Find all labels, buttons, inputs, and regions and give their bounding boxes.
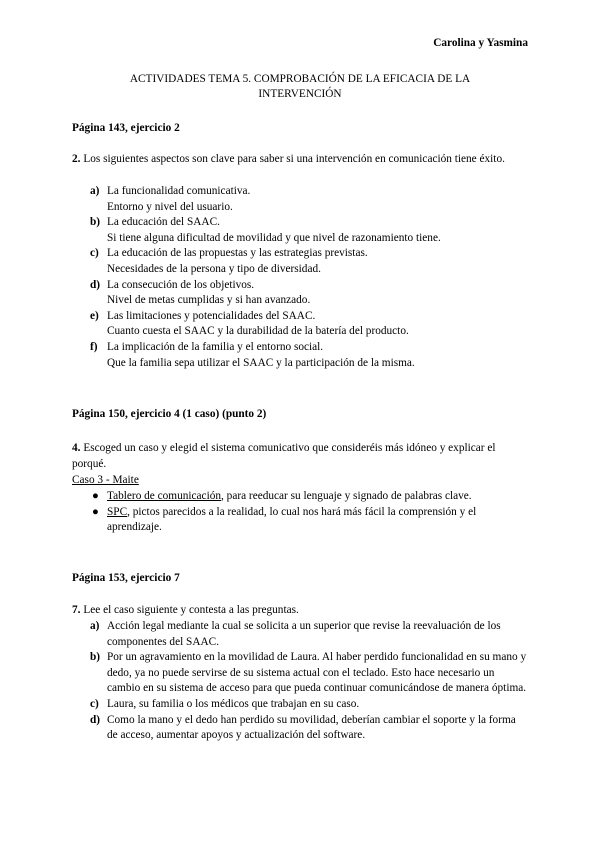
bullet-term: SPC [107, 505, 128, 518]
question-number: 7. [72, 604, 81, 616]
question-7 [72, 603, 528, 619]
item-marker: b) [90, 651, 101, 664]
item-line: Entorno y nivel del usuario. [107, 200, 233, 213]
bullet-list [90, 489, 528, 536]
item-marker: d) [90, 278, 101, 291]
item-text: Laura, su familia o los médicos que trabajan en su caso. [107, 697, 360, 710]
bullet-item [90, 505, 528, 536]
item-marker: e) [90, 309, 99, 322]
item-text: Acción legal mediante la cual se solicita a un superior que revise la reevaluación de los componentes del SAAC. [107, 620, 501, 648]
answer-list-3 [90, 619, 528, 744]
item-line: Necesidades de la persona y tipo de diversidad. [107, 262, 321, 275]
section-heading-3: Página 153, ejercicio 7 [72, 572, 180, 584]
list-item [90, 184, 528, 215]
list-item [90, 309, 528, 340]
item-line: Cuanto cuesta el SAAC y la durabilidad de la batería del producto. [107, 325, 409, 338]
question-4 [72, 441, 528, 472]
list-item [90, 713, 528, 744]
item-line: Que la familia sepa utilizar el SAAC y la participación de la misma. [107, 356, 415, 369]
section-heading-1: Página 143, ejercicio 2 [72, 122, 180, 134]
question-2 [72, 152, 528, 168]
question-text: Lee el caso siguiente y contesta a las preguntas. [83, 604, 299, 616]
item-line: Las limitaciones y potencialidades del SAAC. [107, 309, 316, 322]
list-item [90, 619, 528, 650]
question-number: 2. [72, 153, 81, 165]
item-text: Como la mano y el dedo han perdido su movilidad, deberían cambiar el soporte y la forma de acceso, aumentar apoyos y actualización del software. [107, 713, 516, 742]
list-item [90, 215, 528, 246]
document-title: ACTIVIDADES TEMA 5. COMPROBACIÓN DE LA EFICACIA DE LA INTERVENCIÓN [129, 73, 471, 100]
bullet-text: , pictos parecidos a la realidad, lo cual nos hará más fácil la comprensión y el aprendizaje. [107, 505, 477, 534]
item-line: La funcionalidad comunicativa. [107, 185, 251, 197]
list-item [90, 650, 528, 697]
item-text: Por un agravamiento en la movilidad de Laura. Al haber perdido funcionalidad en su mano y dedo, ya no puede servirse de su sistema actual con el teclado. Esto hace necesario un cambio en su sistema de acceso para que pueda continuar comunicándose de manera óptima. [107, 651, 527, 695]
question-text: Escoged un caso y elegid el sistema comunicativo que consideréis más idóneo y explicar el porqué. [72, 442, 496, 470]
item-marker: f) [90, 340, 98, 353]
question-number: 4. [72, 442, 81, 454]
bullet-item [90, 489, 528, 505]
bullet-text: , para reeducar su lenguaje y signado de palabras clave. [221, 490, 472, 502]
item-line: Si tiene alguna dificultad de movilidad y que nivel de razonamiento tiene. [107, 231, 441, 244]
question-text: Los siguientes aspectos son clave para saber si una intervención en comunicación tiene éxito. [83, 153, 505, 165]
section-heading-2: Página 150, ejercicio 4 (1 caso) (punto 2) [72, 408, 267, 420]
bullet-icon: ● [92, 490, 99, 502]
item-marker: b) [90, 216, 101, 229]
list-item [90, 697, 528, 713]
item-marker: c) [90, 247, 99, 260]
item-line: La implicación de la familia y el entorno social. [107, 340, 324, 353]
bullet-icon: ● [92, 505, 99, 518]
author-names: Carolina y Yasmina [433, 37, 528, 49]
case-label: Caso 3 - Maite [72, 474, 139, 486]
bullet-term: Tablero de comunicación [107, 490, 222, 502]
list-item [90, 246, 528, 277]
item-marker: d) [90, 713, 101, 726]
list-item [90, 340, 528, 371]
list-item [90, 278, 528, 309]
item-line: La educación de las propuestas y las estrategias previstas. [107, 247, 368, 260]
item-marker: c) [90, 697, 99, 710]
item-line: Nivel de metas cumplidas y si han avanzado. [107, 294, 311, 307]
item-marker: a) [90, 620, 100, 632]
item-line: La educación del SAAC. [107, 216, 220, 229]
answer-list-1 [90, 184, 528, 371]
item-marker: a) [90, 185, 100, 197]
item-line: La consecución de los objetivos. [107, 278, 255, 291]
